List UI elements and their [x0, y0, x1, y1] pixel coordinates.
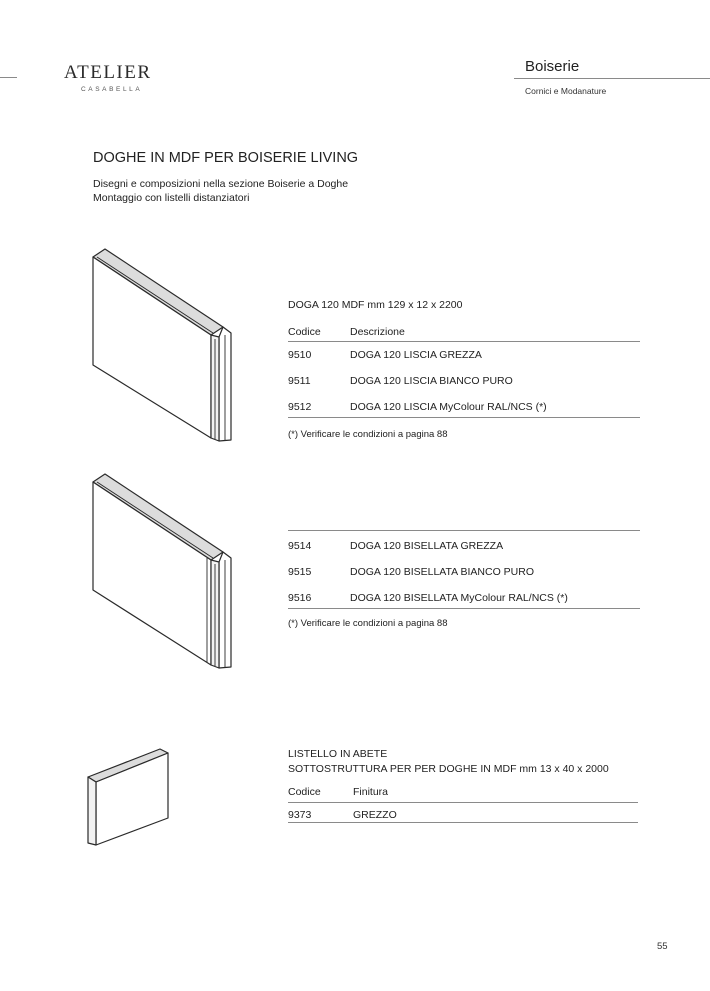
table-row-desc: DOGA 120 BISELLATA BIANCO PURO: [350, 566, 535, 578]
panel-illustration-beveled: [85, 472, 245, 672]
table-row-desc: DOGA 120 LISCIA BIANCO PURO: [350, 375, 513, 387]
table-row-code: 9512: [288, 401, 312, 413]
brand-logo: ATELIER: [64, 62, 152, 83]
table-row-desc: DOGA 120 LISCIA GREZZA: [350, 349, 482, 361]
page-number: 55: [657, 941, 668, 952]
product-2-bottom-rule: [288, 608, 640, 609]
product-1-note: (*) Verificare le condizioni a pagina 88: [288, 429, 448, 440]
table-row-code: 9511: [288, 375, 311, 387]
section-subtitle: Cornici e Modanature: [525, 86, 607, 96]
table-row-finish: GREZZO: [353, 809, 397, 821]
table-row-desc: DOGA 120 LISCIA MyColour RAL/NCS (*): [350, 401, 547, 413]
table-row-desc: DOGA 120 BISELLATA MyColour RAL/NCS (*): [350, 592, 568, 604]
page-subtitle-2: Montaggio con listelli distanziatori: [93, 192, 250, 204]
product-3-heading-2: SOTTOSTRUTTURA PER PER DOGHE IN MDF mm 13 x 40 x 2000: [288, 763, 609, 775]
header-left-rule: [0, 77, 17, 78]
table-row-desc: DOGA 120 BISELLATA GREZZA: [350, 540, 504, 552]
panel-illustration-smooth: [85, 245, 245, 445]
section-title: Boiserie: [525, 58, 580, 75]
product-2-top-rule: [288, 530, 640, 531]
page-subtitle-1: Disegni e composizioni nella sezione Boiserie a Doghe: [93, 178, 349, 190]
page-title: DOGHE IN MDF PER BOISERIE LIVING: [93, 150, 359, 166]
product-3-col-finish: Finitura: [353, 786, 389, 798]
table-row-code: 9515: [288, 566, 312, 578]
table-row-code: 9514: [288, 540, 312, 552]
product-3-col-code: Codice: [288, 786, 321, 798]
header-right-rule: [514, 78, 710, 79]
table-row-code: 9510: [288, 349, 312, 361]
product-1-header-rule: [288, 341, 640, 342]
product-2-note: (*) Verificare le condizioni a pagina 88: [288, 618, 448, 629]
product-3-header-rule: [288, 802, 638, 803]
table-row-code: 9516: [288, 592, 312, 604]
product-3-bottom-rule: [288, 822, 638, 823]
product-1-col-code: Codice: [288, 326, 321, 338]
product-1-col-desc: Descrizione: [350, 326, 405, 338]
product-1-heading: DOGA 120 MDF mm 129 x 12 x 2200: [288, 299, 463, 311]
product-1-bottom-rule: [288, 417, 640, 418]
brand-logo-sub: CASABELLA: [81, 86, 143, 93]
table-row-code: 9373: [288, 809, 312, 821]
batten-illustration: [82, 745, 172, 850]
product-3-heading-1: LISTELLO IN ABETE: [288, 748, 388, 760]
